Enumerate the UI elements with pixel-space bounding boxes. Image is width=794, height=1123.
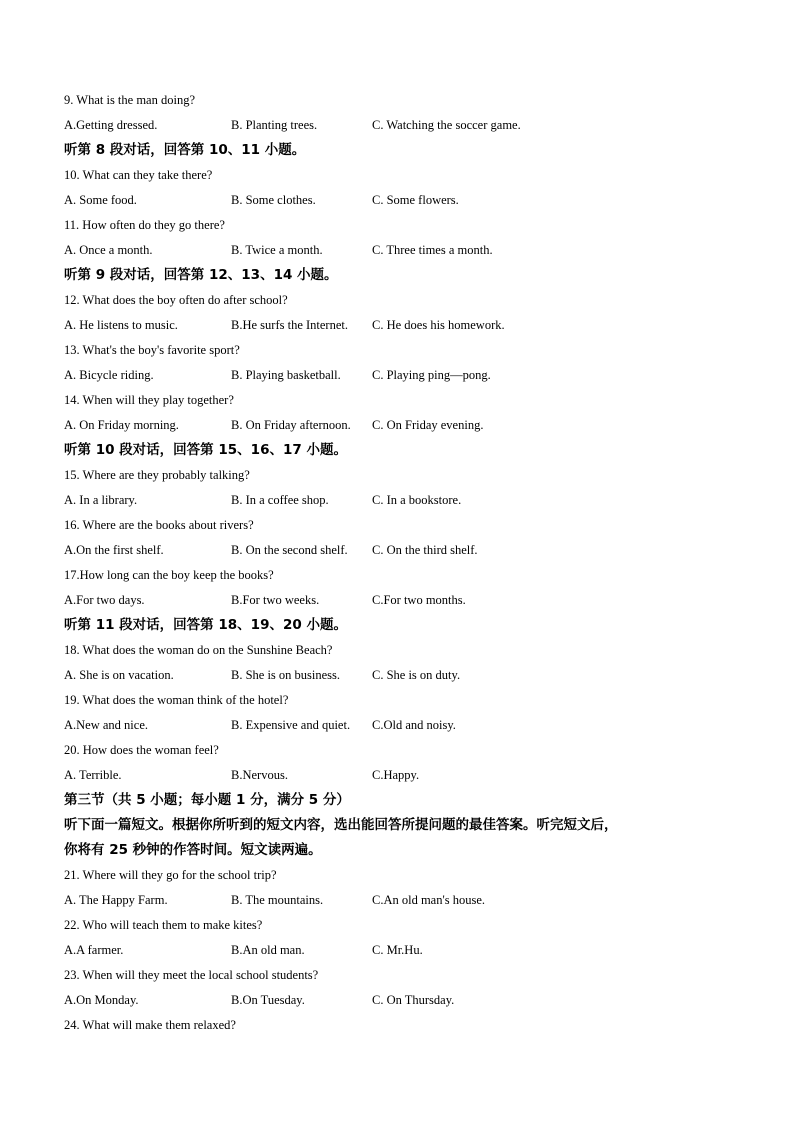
option-c: C. Playing ping—pong.: [372, 368, 491, 382]
option-a: A. On Friday morning.: [64, 418, 179, 432]
option-a: A.On Monday.: [64, 993, 139, 1007]
option-a: A. In a library.: [64, 493, 138, 507]
question-text: 11. How often do they go there?: [64, 218, 225, 232]
question-text: 12. What does the boy often do after school?: [64, 293, 288, 307]
option-a: A. Once a month.: [64, 243, 153, 257]
section-heading: 听第 11 段对话，回答第 18、19、20 小题。: [64, 617, 347, 633]
option-b: B. Playing basketball.: [231, 368, 341, 382]
option-b: B.An old man.: [231, 943, 305, 957]
option-b: B.On Tuesday.: [231, 993, 305, 1007]
option-b: B. Twice a month.: [231, 243, 323, 257]
question-text: 18. What does the woman do on the Sunshine Beach?: [64, 643, 333, 657]
option-b: B. In a coffee shop.: [231, 493, 329, 507]
question-text: 10. What can they take there?: [64, 168, 213, 182]
question-text: 17.How long can the boy keep the books?: [64, 568, 274, 582]
question-text: 16. Where are the books about rivers?: [64, 518, 254, 532]
section-heading: 听下面一篇短文。根据你所听到的短文内容，选出能回答所提问题的最佳答案。听完短文后，: [64, 817, 618, 833]
option-b: B.Nervous.: [231, 768, 288, 782]
option-a: A. Bicycle riding.: [64, 368, 154, 382]
option-c: C.Old and noisy.: [372, 718, 456, 732]
option-c: C. On Thursday.: [372, 993, 455, 1007]
option-a: A. Some food.: [64, 193, 137, 207]
section-heading: 你将有 25 秒钟的作答时间。短文读两遍。: [64, 842, 322, 858]
option-c: C. Three times a month.: [372, 243, 493, 257]
option-a: A.A farmer.: [64, 943, 124, 957]
option-c: C. In a bookstore.: [372, 493, 462, 507]
question-text: 19. What does the woman think of the hotel?: [64, 693, 289, 707]
option-c: C.Happy.: [372, 768, 420, 782]
option-a: A.For two days.: [64, 593, 145, 607]
option-b: B.He surfs the Internet.: [231, 318, 348, 332]
question-text: 14. When will they play together?: [64, 393, 234, 407]
option-c: C. Watching the soccer game.: [372, 118, 521, 132]
section-heading: 听第 10 段对话，回答第 15、16、17 小题。: [64, 442, 347, 458]
option-a: A. He listens to music.: [64, 318, 178, 332]
question-text: 15. Where are they probably talking?: [64, 468, 250, 482]
question-text: 13. What's the boy's favorite sport?: [64, 343, 240, 357]
option-b: B. The mountains.: [231, 893, 324, 907]
question-text: 22. Who will teach them to make kites?: [64, 918, 263, 932]
option-b: B. Planting trees.: [231, 118, 318, 132]
option-c: C. On the third shelf.: [372, 543, 478, 557]
section-heading: 第三节（共 5 小题；每小题 1 分，满分 5 分）: [64, 792, 350, 808]
option-b: B. Expensive and quiet.: [231, 718, 351, 732]
option-c: C. She is on duty.: [372, 668, 461, 682]
option-a: A.Getting dressed.: [64, 118, 158, 132]
option-a: A. Terrible.: [64, 768, 122, 782]
option-a: A. The Happy Farm.: [64, 893, 168, 907]
section-heading: 听第 8 段对话，回答第 10、11 小题。: [64, 142, 306, 158]
option-c: C.An old man's house.: [372, 893, 486, 907]
option-c: C. On Friday evening.: [372, 418, 484, 432]
question-text: 20. How does the woman feel?: [64, 743, 219, 757]
option-b: B. On Friday afternoon.: [231, 418, 351, 432]
option-b: B.For two weeks.: [231, 593, 320, 607]
section-heading: 听第 9 段对话，回答第 12、13、14 小题。: [64, 267, 338, 283]
option-b: B. She is on business.: [231, 668, 341, 682]
option-b: B. Some clothes.: [231, 193, 316, 207]
option-c: C.For two months.: [372, 593, 466, 607]
question-text: 24. What will make them relaxed?: [64, 1018, 236, 1032]
option-c: C. Mr.Hu.: [372, 943, 423, 957]
option-b: B. On the second shelf.: [231, 543, 348, 557]
option-a: A.New and nice.: [64, 718, 148, 732]
question-text: 21. Where will they go for the school trip?: [64, 868, 277, 882]
option-c: C. He does his homework.: [372, 318, 505, 332]
option-a: A.On the first shelf.: [64, 543, 164, 557]
option-a: A. She is on vacation.: [64, 668, 174, 682]
question-text: 9. What is the man doing?: [64, 93, 195, 107]
option-c: C. Some flowers.: [372, 193, 459, 207]
question-text: 23. When will they meet the local school students?: [64, 968, 319, 982]
